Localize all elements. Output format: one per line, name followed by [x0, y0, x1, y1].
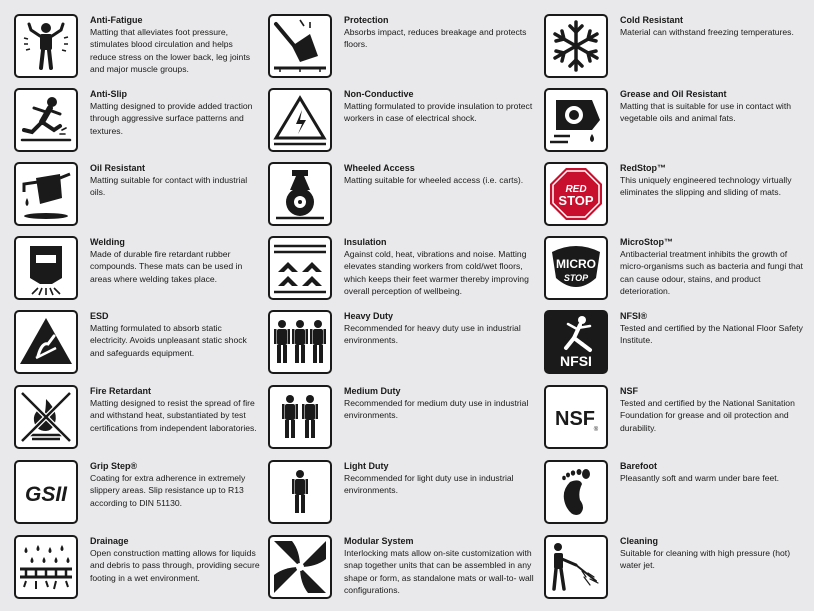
feature-description: Made of durable fire retardant rubber compounds. These mats can be used in areas where welding takes place. [90, 249, 243, 284]
gs2-logo-text: GSII [24, 483, 68, 506]
feature-light-duty [268, 460, 538, 526]
microstop-micro-text: MICRO [556, 257, 596, 271]
insulation-arrows-icon [268, 236, 332, 300]
nsf-registered-mark: ® [593, 427, 599, 433]
feature-title: Oil Resistant [90, 163, 146, 173]
drainage-icon [14, 535, 78, 599]
feature-description: Against cold, heat, vibrations and noise. Matting elevates standing workers from cold/wet floors, which keeps their feet warmer thereby improving overall perception of wellbeing. [344, 249, 529, 297]
oil-can-icon [14, 162, 78, 226]
feature-anti-slip [14, 88, 264, 154]
feature-description: Matting formulated to provide insulation to protect workers in case of electrical shock. [344, 101, 533, 124]
feature-microstop [544, 236, 814, 302]
feature-description: Tested and certified by the National Floor Safety Institute. [620, 323, 803, 346]
grease-bottle-icon [544, 88, 608, 152]
feature-description: Recommended for light duty use in industrial environments. [344, 473, 514, 496]
feature-nfsi [544, 310, 814, 376]
feature-title: Grease and Oil Resistant [620, 89, 727, 99]
redstop-red-text: RED [565, 184, 587, 195]
feature-description: Coating for extra adherence in extremely slippery areas. Slip resistance up to R13 according to DIN 51130. [90, 473, 246, 508]
nsf-logo-icon [544, 385, 608, 449]
feature-title: RedStop™ [620, 163, 666, 173]
esd-triangle-icon [14, 310, 78, 374]
feature-redstop [544, 162, 814, 228]
feature-title: ESD [90, 311, 109, 321]
feature-description: Tested and certified by the National Sanitation Foundation for grease and oil protection and durability. [620, 398, 795, 433]
feature-description: Interlocking mats allow on-site customization with snap together units that can be assembled in any shape or form, as standalone mats or wall-to- wall configurations. [344, 548, 534, 596]
feature-title: Light Duty [344, 461, 389, 471]
feature-non-conductive [268, 88, 538, 154]
impact-hammer-icon [268, 14, 332, 78]
feature-grip-step [14, 460, 264, 526]
feature-description: Matting suitable for contact with industrial oils. [90, 175, 248, 198]
feature-title: Cleaning [620, 536, 659, 546]
feature-title: Cold Resistant [620, 15, 684, 25]
feature-title: Non-Conductive [344, 89, 414, 99]
anti-fatigue-icon [14, 14, 78, 78]
feature-description: Matting designed to provide added traction through aggressive surface patterns and textures. [90, 101, 253, 136]
anti-slip-icon [14, 88, 78, 152]
feature-title: Wheeled Access [344, 163, 415, 173]
feature-description: Pleasantly soft and warm under bare feet. [620, 473, 780, 483]
feature-title: Grip Step® [90, 461, 138, 471]
feature-description: Suitable for cleaning with high pressure (hot) water jet. [620, 548, 791, 571]
feature-barefoot [544, 460, 814, 526]
feature-description: Recommended for heavy duty use in industrial environments. [344, 323, 521, 346]
feature-title: Drainage [90, 536, 129, 546]
feature-title: Heavy Duty [344, 311, 394, 321]
feature-title: Barefoot [620, 461, 658, 471]
feature-title: Fire Retardant [90, 386, 152, 396]
snowflake-icon [544, 14, 608, 78]
feature-drainage [14, 535, 264, 601]
feature-welding [14, 236, 264, 302]
feature-heavy-duty [268, 310, 538, 376]
feature-cold-resistant [544, 14, 814, 80]
feature-description: Matting formulated to absorb static electricity. Avoids unpleasant static shock and safeguards equipment. [90, 323, 247, 358]
feature-description: Matting suitable for wheeled access (i.e. carts). [344, 175, 524, 185]
feature-description: Absorbs impact, reduces breakage and protects floors. [344, 27, 527, 50]
feature-esd [14, 310, 264, 376]
feature-oil-resistant [14, 162, 264, 228]
feature-title: Welding [90, 237, 125, 247]
feature-title: NSF [620, 386, 638, 396]
feature-cleaning [544, 535, 814, 601]
nsf-text: NSF [555, 408, 595, 430]
feature-fire-retardant [14, 385, 264, 451]
microstop-stop-text: STOP [563, 273, 589, 283]
feature-title: NFSI® [620, 311, 648, 321]
fire-crossed-icon [14, 385, 78, 449]
feature-title: Modular System [344, 536, 414, 546]
feature-description: Antibacterial treatment inhibits the growth of micro-organisms such as bacteria and fungi that can cause odour, stains, and product deterioration. [620, 249, 803, 297]
feature-modular-system [268, 535, 538, 601]
redstop-logo-icon [544, 162, 608, 226]
welding-mask-icon [14, 236, 78, 300]
feature-title: Anti-Fatigue [90, 15, 143, 25]
nfsi-text: NFSI [560, 353, 592, 369]
feature-protection [268, 14, 538, 80]
feature-title: MicroStop™ [620, 237, 673, 247]
one-person-icon [268, 460, 332, 524]
feature-description: Material can withstand freezing temperatures. [620, 27, 794, 37]
footprint-icon [544, 460, 608, 524]
feature-description: Matting designed to resist the spread of fire and withstand heat, substantiated by test certifications from independent laboratories. [90, 398, 257, 433]
feature-description: Matting that alleviates foot pressure, stimulates blood circulation and helps reduce stress on the lower back, leg joints and major muscle groups. [90, 27, 251, 75]
feature-description: Open construction matting allows for liquids and debris to pass through, providing secure footing in a wet environment. [90, 548, 260, 583]
feature-wheeled-access [268, 162, 538, 228]
feature-anti-fatigue [14, 14, 264, 80]
electric-warning-icon [268, 88, 332, 152]
feature-nsf [544, 385, 814, 451]
three-people-icon [268, 310, 332, 374]
modular-pinwheel-icon [268, 535, 332, 599]
two-people-icon [268, 385, 332, 449]
feature-grease-oil-resistant [544, 88, 814, 154]
feature-insulation [268, 236, 538, 302]
redstop-stop-text: STOP [558, 193, 594, 208]
feature-title: Medium Duty [344, 386, 401, 396]
caster-wheel-icon [268, 162, 332, 226]
feature-description: Matting that is suitable for use in contact with vegetable oils and animal fats. [620, 101, 792, 124]
feature-title: Anti-Slip [90, 89, 127, 99]
feature-title: Insulation [344, 237, 387, 247]
feature-description: Recommended for medium duty use in industrial environments. [344, 398, 529, 421]
feature-title: Protection [344, 15, 389, 25]
feature-description: This uniquely engineered technology virtually eliminates the slipping and sliding of mats. [620, 175, 792, 198]
nfsi-logo-icon [544, 310, 608, 374]
feature-medium-duty [268, 385, 538, 451]
microstop-logo-icon [544, 236, 608, 300]
gs2-logo-icon [14, 460, 78, 524]
pressure-washer-icon [544, 535, 608, 599]
